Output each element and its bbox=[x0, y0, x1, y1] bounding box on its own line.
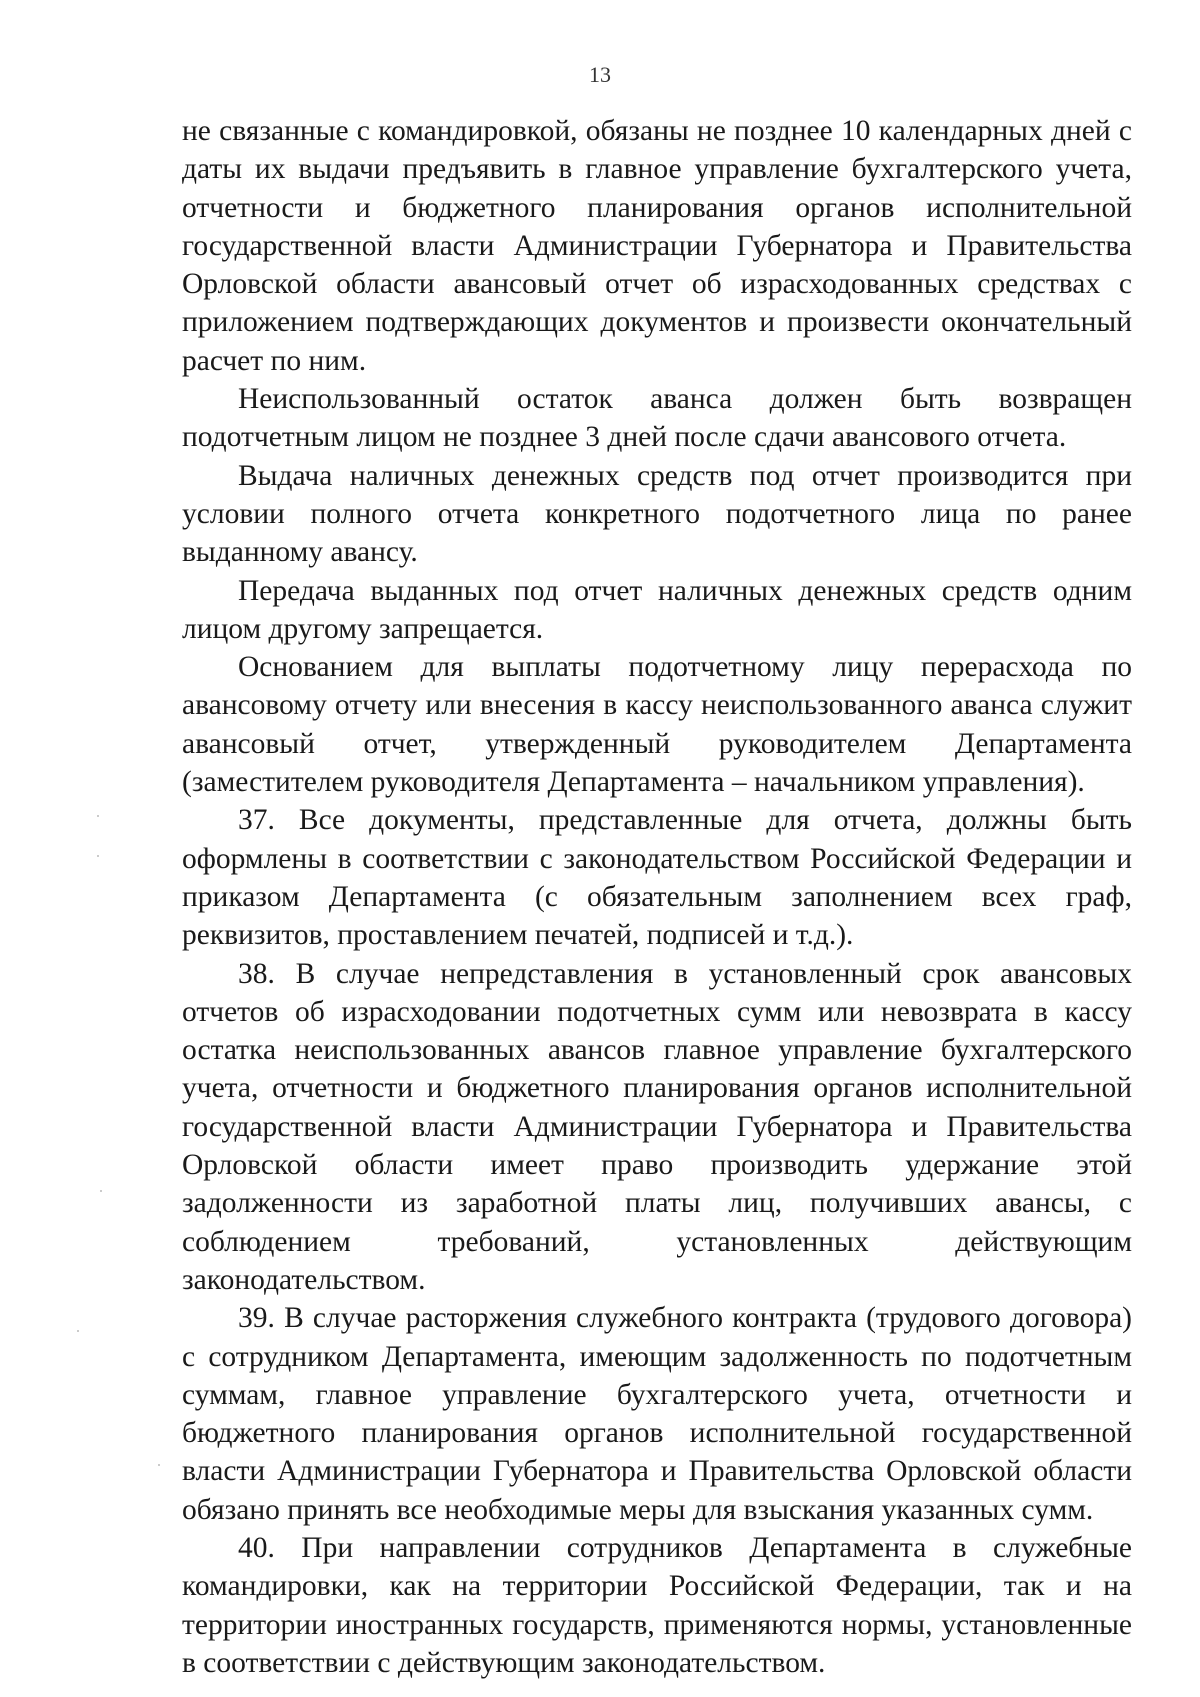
paragraph: 40. При направлении сотрудников Департамента в служебные командировки, как на территории Российской Федерации, так и на территории иностранных государств, применяются нормы, установленные в соответствии с действующим законодательством. bbox=[182, 1531, 1132, 1679]
scan-speck bbox=[158, 1464, 160, 1466]
scan-speck bbox=[100, 1190, 102, 1192]
paragraph: не связанные с командировкой, обязаны не позднее 10 календарных дней с даты их выдачи предъявить в главное управление бухгалтерского учета, отчетности и бюджетного планирования органов исполнительной государственной власти Администрации Губернатора и Правительства Орловской области авансовый отчет об израсходованных средствах с приложением подтверждающих документов и произвести окончательный расчет по ним. bbox=[182, 115, 1132, 377]
page-number: 13 bbox=[589, 62, 611, 87]
paragraph: Основанием для выплаты подотчетному лицу перерасхода по авансовому отчету или внесения в кассу неиспользованного аванса служит авансовый отчет, утвержденный руководителем Департамента (заместителем руководителя Департамента – начальником управления). bbox=[182, 651, 1132, 799]
paragraph: Неиспользованный остаток аванса должен быть возвращен подотчетным лицом не позднее 3 дней после сдачи авансового отчета. bbox=[182, 383, 1132, 454]
paragraph: 38. В случае непредставления в установленный срок авансовых отчетов об израсходовании подотчетных сумм или невозврата в кассу остатка неиспользованных авансов главное управление бухгалтерского учета, отчетности и бюджетного планирования органов исполнительной государственной власти Администрации Губернатора и Правительства Орловской области имеет право производить удержание этой задолженности из заработной платы лиц, получивших авансы, с соблюдением требований, установленных действующим законодательством. bbox=[182, 957, 1132, 1296]
scan-speck bbox=[77, 1330, 79, 1332]
paragraph: 37. Все документы, представленные для отчета, должны быть оформлены в соответствии с законодательством Российской Федерации и приказом Департамента (с обязательным заполнением всех граф, реквизитов, проставлением печатей, подписей и т.д.). bbox=[182, 804, 1132, 952]
body-text bbox=[182, 112, 1132, 1682]
scan-speck bbox=[97, 815, 99, 817]
scan-speck bbox=[97, 855, 99, 857]
paragraph: 39. В случае расторжения служебного контракта (трудового договора) с сотрудником Департамента, имеющим задолженность по подотчетным суммам, главное управление бухгалтерского учета, отчетности и бюджетного планирования органов исполнительной государственной власти Администрации Губернатора и Правительства Орловской области обязано принять все необходимые меры для взыскания указанных сумм. bbox=[182, 1302, 1132, 1526]
paragraph: Передача выданных под отчет наличных денежных средств одним лицом другому запрещается. bbox=[182, 574, 1132, 645]
paragraph: Выдача наличных денежных средств под отчет производится при условии полного отчета конкретного подотчетного лица по ранее выданному авансу. bbox=[182, 459, 1132, 569]
